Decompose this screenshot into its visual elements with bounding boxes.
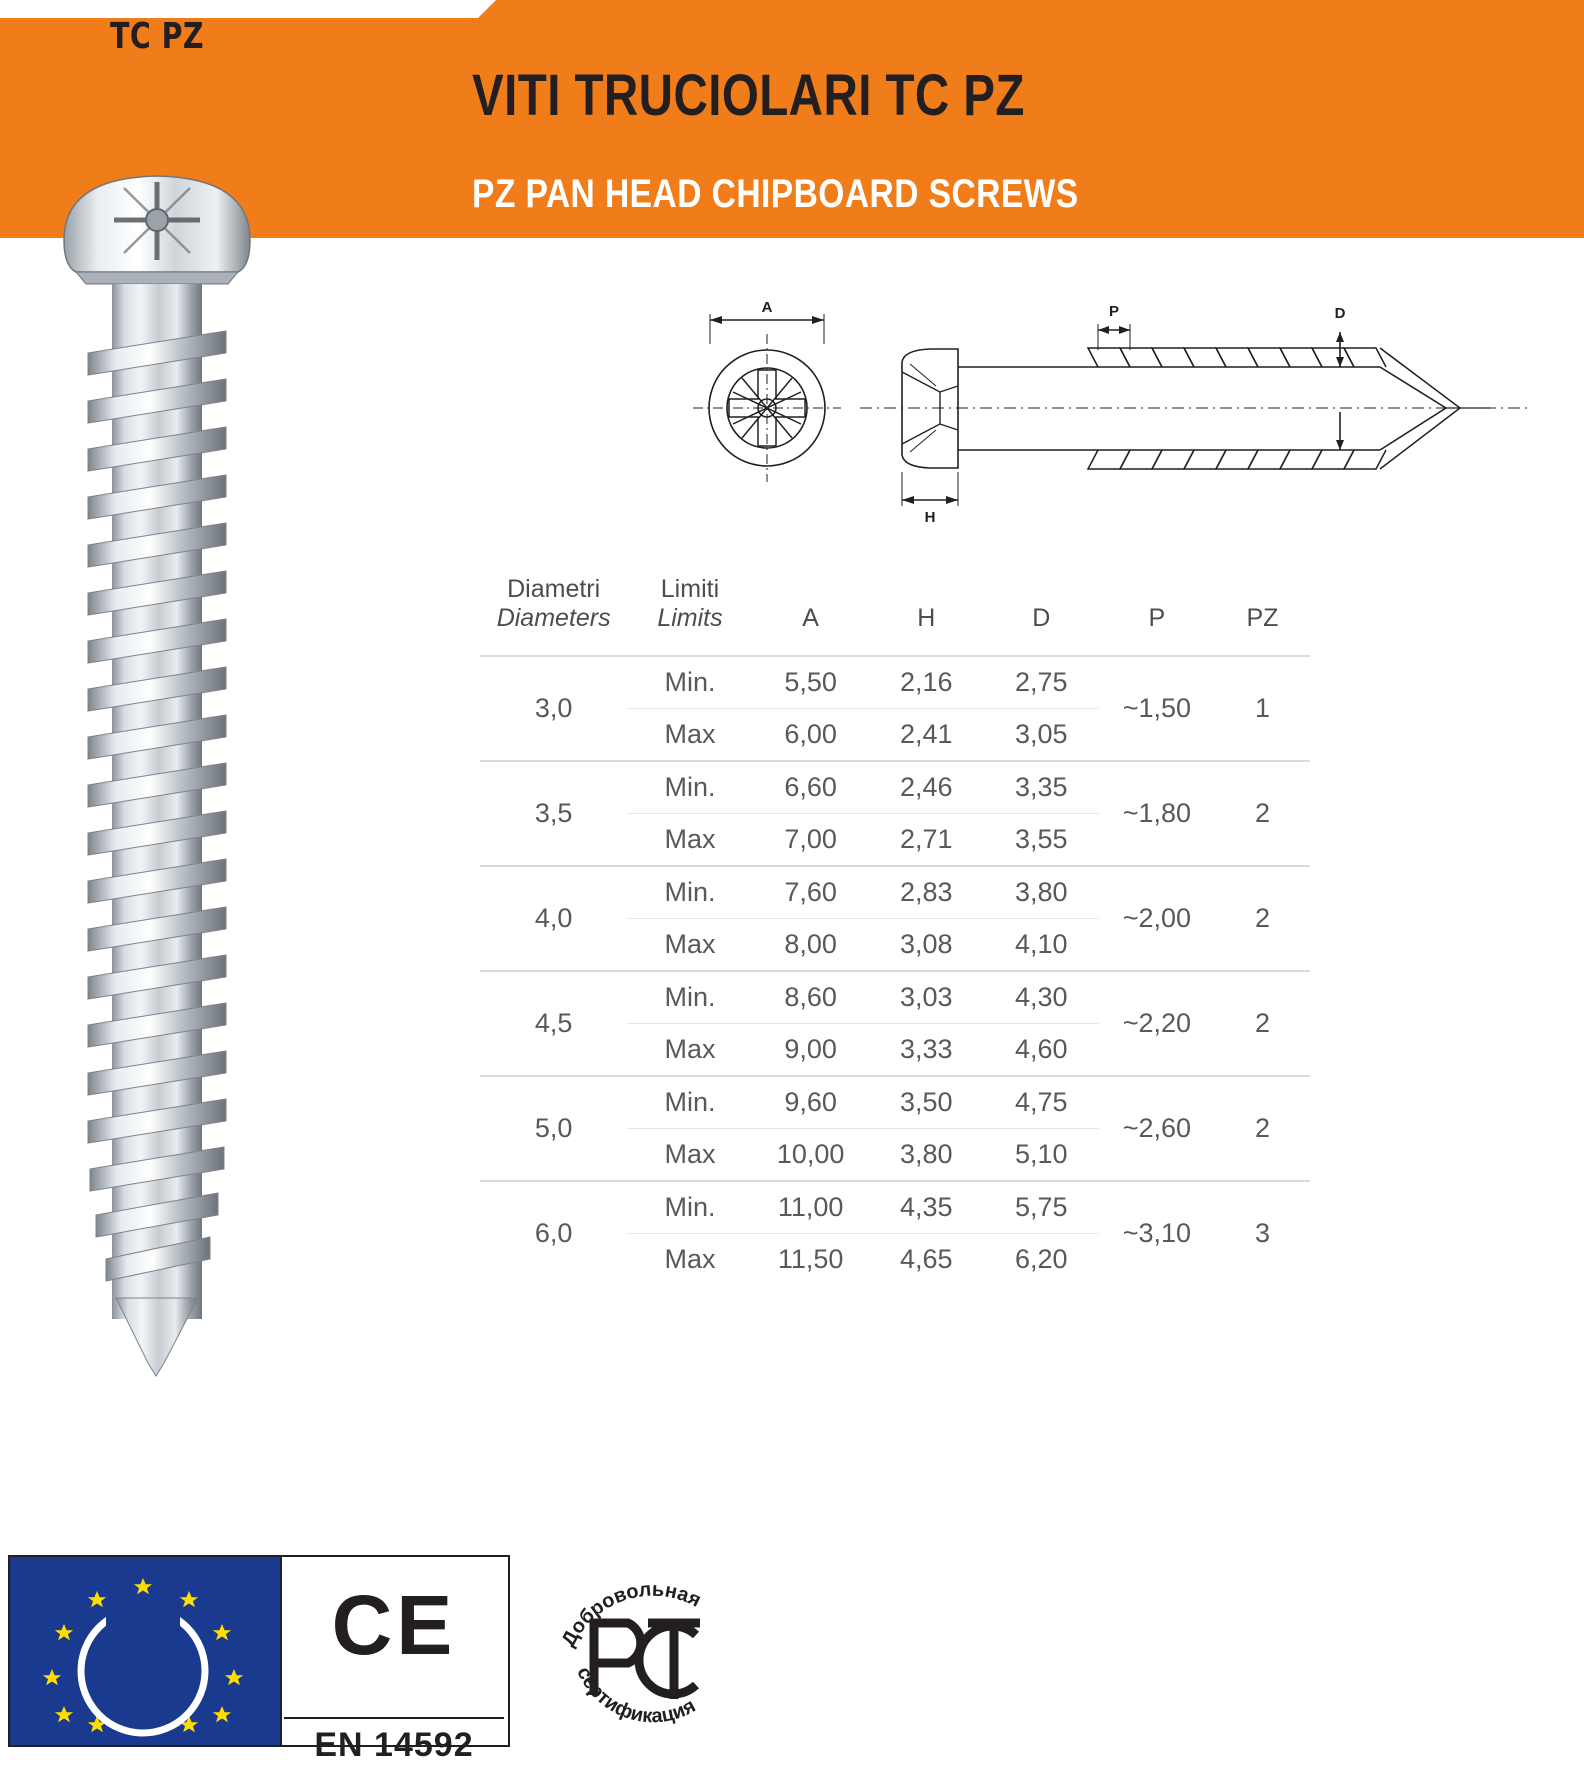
- cell-p: ~3,10: [1099, 1181, 1215, 1285]
- table-row: [480, 1181, 1310, 1234]
- cell-h-min: 2,16: [869, 656, 984, 709]
- header-d: D: [1032, 604, 1051, 632]
- cell-diameter: 6,0: [480, 1181, 627, 1285]
- cell-a-min: 9,60: [753, 1076, 869, 1129]
- cell-limit-min: Min.: [627, 761, 752, 814]
- specification-table: [480, 575, 1310, 1285]
- cell-a-max: 7,00: [753, 814, 869, 867]
- cell-h-max: 3,33: [869, 1024, 984, 1077]
- header-limits-en: Limits: [657, 604, 723, 632]
- cell-limit-max: Max: [627, 1129, 752, 1182]
- screw-product-image: [52, 148, 262, 1378]
- cell-d-min: 2,75: [984, 656, 1099, 709]
- cell-h-min: 4,35: [869, 1181, 984, 1234]
- cell-diameter: 5,0: [480, 1076, 627, 1181]
- cell-a-max: 11,50: [753, 1234, 869, 1286]
- cell-diameter: 4,0: [480, 866, 627, 971]
- cell-h-max: 3,08: [869, 919, 984, 972]
- cell-d-max: 4,10: [984, 919, 1099, 972]
- dim-label-a: A: [761, 300, 773, 316]
- rst-top-text: Добровольная: [557, 1578, 705, 1651]
- cell-p: ~2,60: [1099, 1076, 1215, 1181]
- cell-d-min: 3,80: [984, 866, 1099, 919]
- cell-limit-max: Max: [627, 1234, 752, 1286]
- cell-a-max: 10,00: [753, 1129, 869, 1182]
- cell-a-min: 6,60: [753, 761, 869, 814]
- cell-pz: 2: [1215, 1076, 1310, 1181]
- cell-pz: 3: [1215, 1181, 1310, 1285]
- header-corner-triangle: [478, 0, 496, 18]
- cell-p: ~2,00: [1099, 866, 1215, 971]
- standard-number: EN 14592: [284, 1717, 504, 1771]
- header-limits-it: Limiti: [660, 575, 720, 603]
- cell-d-min: 4,75: [984, 1076, 1099, 1129]
- header-diameter: [480, 575, 627, 656]
- table-header-row: [480, 575, 1310, 656]
- cell-limit-min: Min.: [627, 656, 752, 709]
- cell-d-min: 3,35: [984, 761, 1099, 814]
- cell-limit-max: Max: [627, 919, 752, 972]
- cell-pz: 1: [1215, 656, 1310, 761]
- cell-p: ~1,80: [1099, 761, 1215, 866]
- cell-a-max: 8,00: [753, 919, 869, 972]
- dim-label-d: D: [1334, 305, 1346, 322]
- dim-label-h: H: [924, 509, 936, 526]
- cell-diameter: 4,5: [480, 971, 627, 1076]
- cell-h-max: 2,71: [869, 814, 984, 867]
- cell-limit-min: Min.: [627, 971, 752, 1024]
- cell-pz: 2: [1215, 866, 1310, 971]
- eu-flag-icon: [8, 1555, 282, 1747]
- cell-limit-min: Min.: [627, 1181, 752, 1234]
- cell-diameter: 3,0: [480, 656, 627, 761]
- cell-p: ~2,20: [1099, 971, 1215, 1076]
- cell-h-min: 2,46: [869, 761, 984, 814]
- cell-a-max: 9,00: [753, 1024, 869, 1077]
- cell-limit-max: Max: [627, 814, 752, 867]
- cell-d-max: 6,20: [984, 1234, 1099, 1286]
- certification-footer: [0, 1545, 1584, 1775]
- cell-a-min: 5,50: [753, 656, 869, 709]
- cell-limit-max: Max: [627, 709, 752, 762]
- table-row: [480, 1076, 1310, 1129]
- cell-h-max: 4,65: [869, 1234, 984, 1286]
- cell-d-max: 3,05: [984, 709, 1099, 762]
- cell-h-min: 3,03: [869, 971, 984, 1024]
- product-code: TC PZ: [110, 16, 205, 57]
- cell-limit-min: Min.: [627, 866, 752, 919]
- ce-mark-text: CE: [331, 1578, 457, 1672]
- header-white-tab: [0, 0, 478, 18]
- technical-drawing: [690, 300, 1550, 540]
- cell-h-min: 2,83: [869, 866, 984, 919]
- header-limits: [627, 575, 752, 656]
- rst-certification-icon: [548, 1549, 758, 1759]
- cell-d-min: 5,75: [984, 1181, 1099, 1234]
- cell-a-max: 6,00: [753, 709, 869, 762]
- cell-p: ~1,50: [1099, 656, 1215, 761]
- table-row: [480, 656, 1310, 709]
- cell-limit-min: Min.: [627, 1076, 752, 1129]
- cell-a-min: 8,60: [753, 971, 869, 1024]
- table-row: [480, 866, 1310, 919]
- header-p: P: [1148, 604, 1166, 632]
- header-diameter-it: Diametri: [507, 575, 601, 603]
- cell-h-max: 2,41: [869, 709, 984, 762]
- dim-label-p: P: [1108, 303, 1120, 320]
- cell-d-max: 5,10: [984, 1129, 1099, 1182]
- svg-text:Добровольная: [557, 1579, 704, 1651]
- page-title: VITI TRUCIOLARI TC PZ: [472, 63, 1025, 128]
- cell-a-min: 7,60: [753, 866, 869, 919]
- cell-pz: 2: [1215, 971, 1310, 1076]
- cell-limit-max: Max: [627, 1024, 752, 1077]
- header-pz: PZ: [1246, 604, 1279, 632]
- cell-diameter: 3,5: [480, 761, 627, 866]
- cell-d-max: 4,60: [984, 1024, 1099, 1077]
- rst-bottom-text: сертификация: [572, 1663, 700, 1728]
- cell-d-max: 3,55: [984, 814, 1099, 867]
- cell-h-max: 3,80: [869, 1129, 984, 1182]
- header-diameter-en: Diameters: [496, 604, 611, 632]
- table-row: [480, 971, 1310, 1024]
- header-a: A: [802, 604, 819, 632]
- cell-h-min: 3,50: [869, 1076, 984, 1129]
- cell-a-min: 11,00: [753, 1181, 869, 1234]
- page-subtitle: PZ PAN HEAD CHIPBOARD SCREWS: [472, 172, 1079, 216]
- table-row: [480, 761, 1310, 814]
- header-h: H: [917, 604, 936, 632]
- cell-d-min: 4,30: [984, 971, 1099, 1024]
- cell-pz: 2: [1215, 761, 1310, 866]
